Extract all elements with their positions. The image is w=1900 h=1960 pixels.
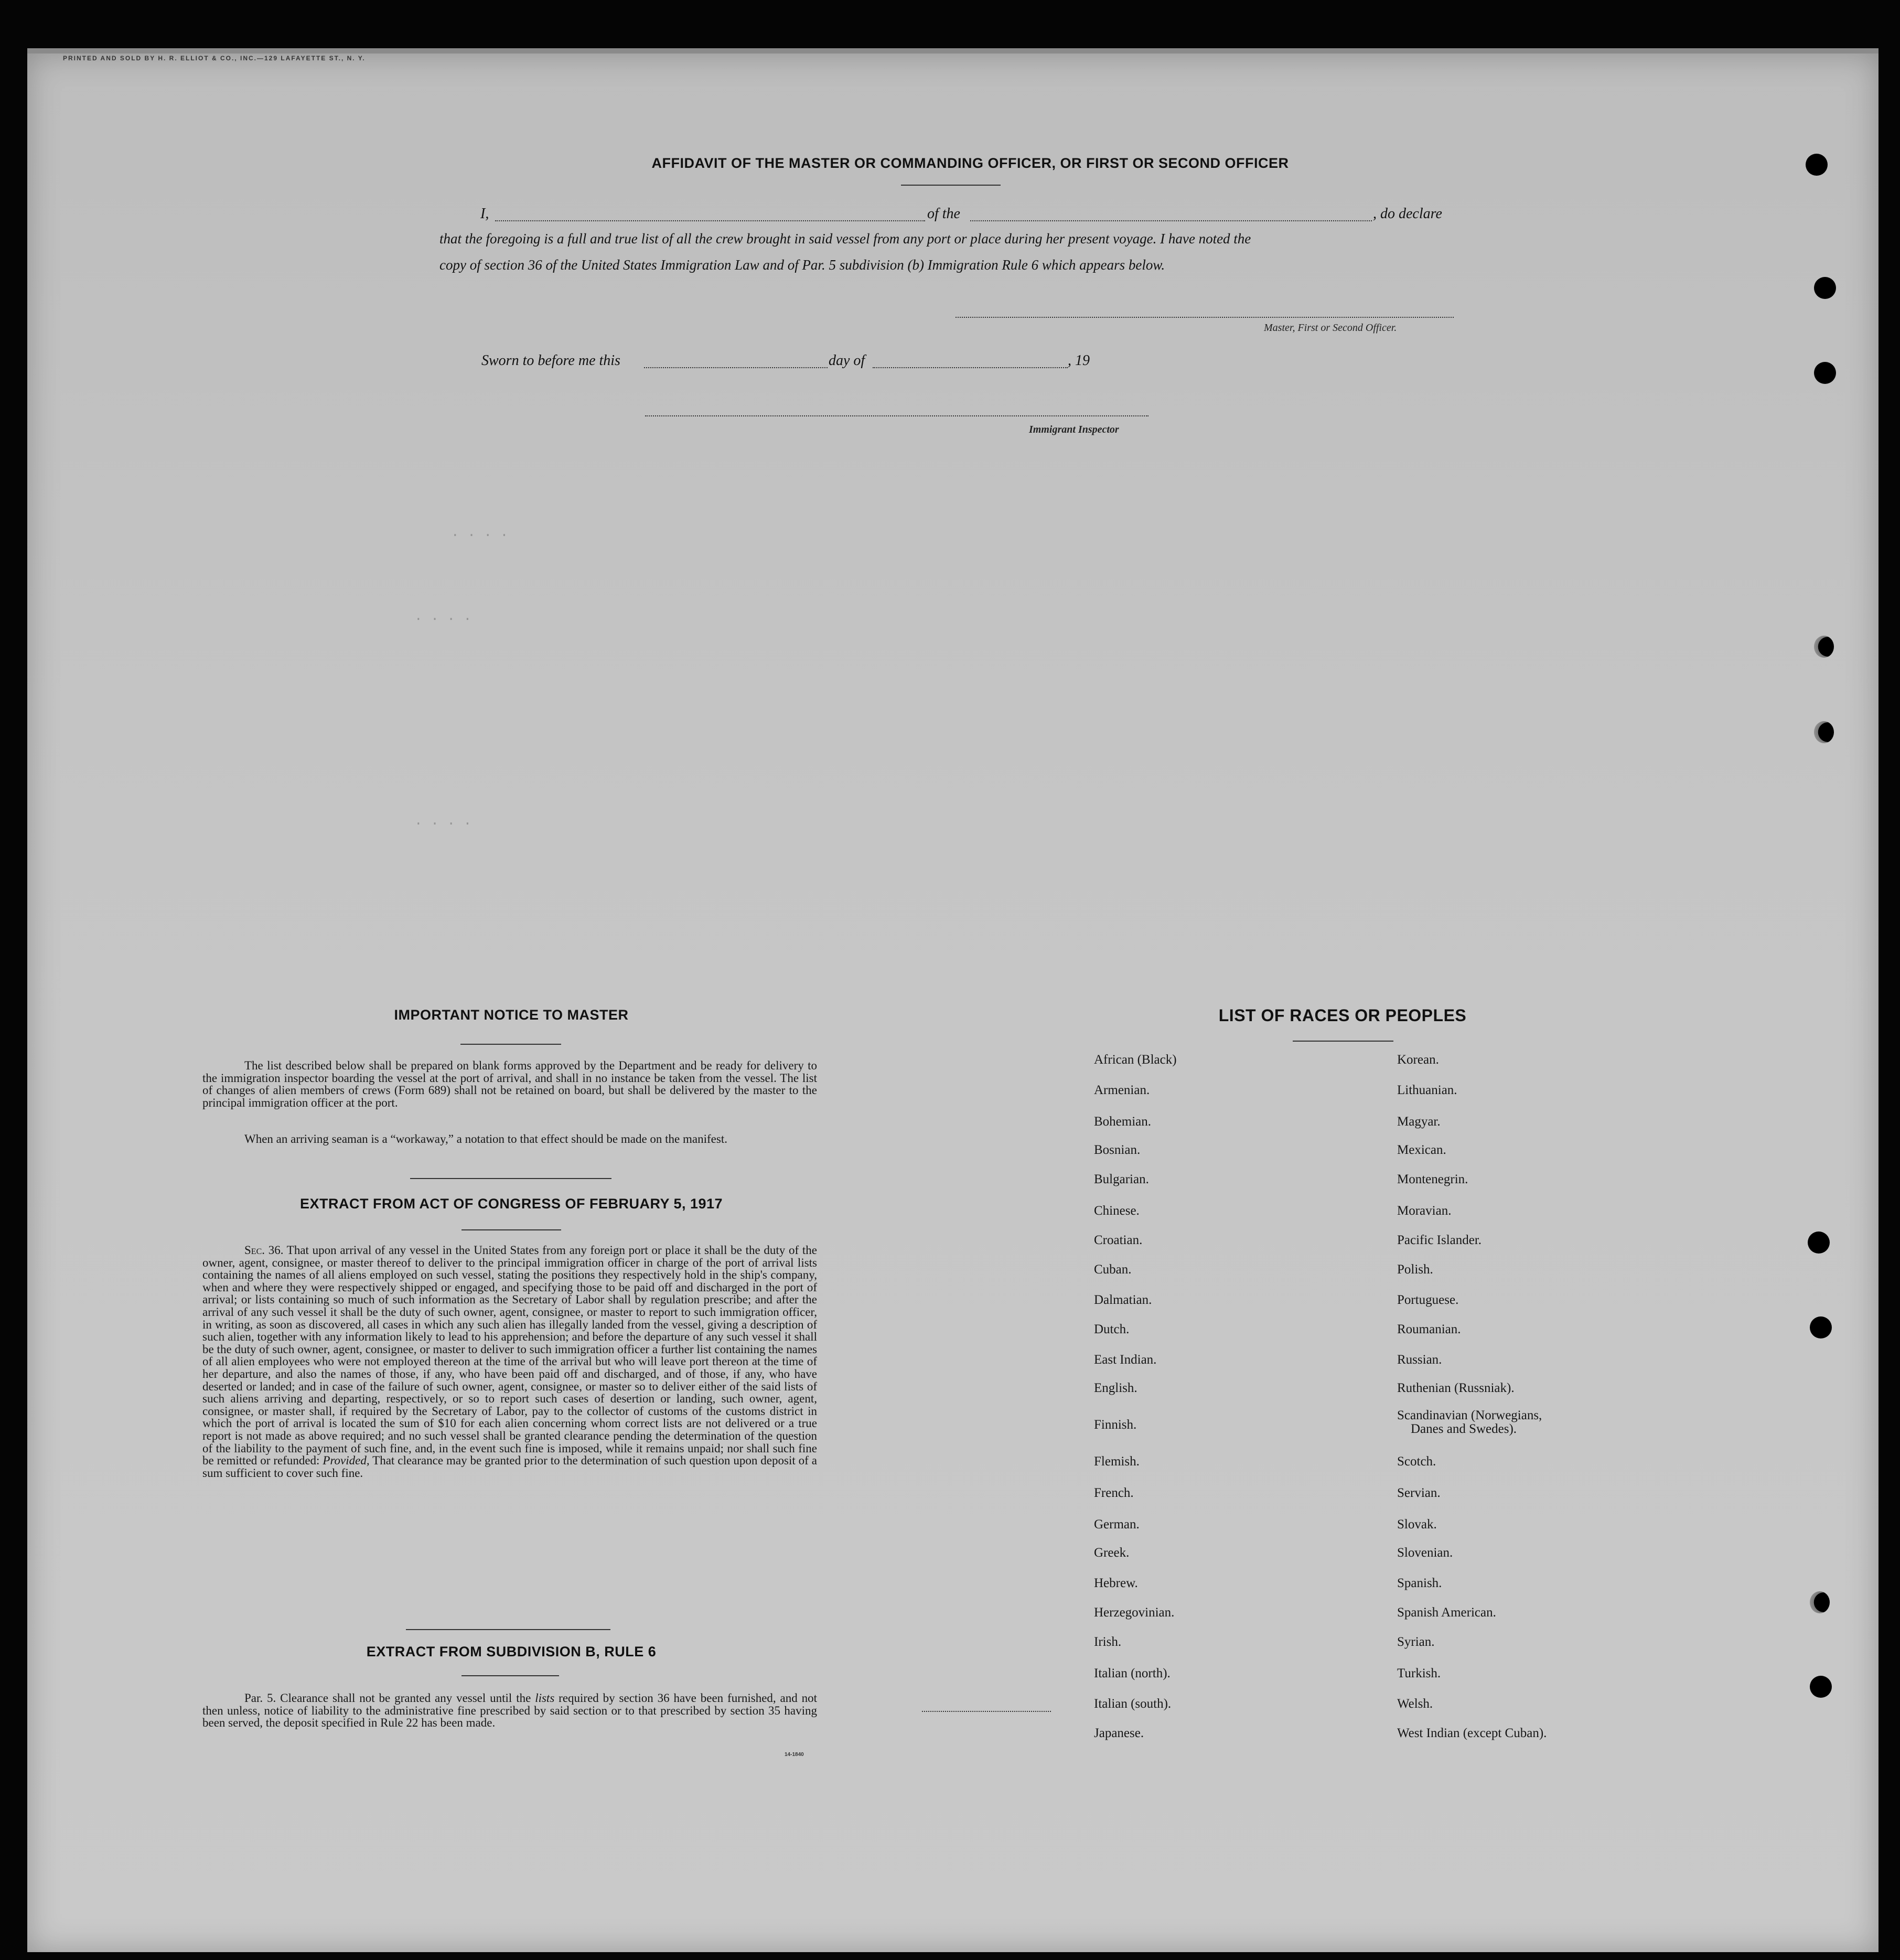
race-item: Turkish. [1397,1666,1441,1680]
race-item: Herzegovinian. [1094,1605,1175,1620]
race-item: Dalmatian. [1094,1293,1152,1307]
race-item: Ruthenian (Russniak). [1397,1381,1515,1395]
race-item: Polish. [1397,1262,1433,1277]
binder-hole-icon [1814,721,1834,743]
section-divider [406,1629,610,1630]
race-item: Scotch. [1397,1454,1436,1469]
race-item: German. [1094,1517,1140,1531]
race-item: East Indian. [1094,1353,1157,1367]
master-signature-label: Master, First or Second Officer. [1264,322,1397,334]
affidavit-line-1-suffix: , do declare [1373,206,1442,222]
notice-heading: IMPORTANT NOTICE TO MASTER [394,1007,629,1023]
rule-text-a: Par. 5. Clearance shall not be granted any vessel until the [244,1691,531,1705]
affidavit-line-2: that the foregoing is a full and true list of all the crew brought in said vessel from any port or place during her present voyage. I have noted the [439,231,1251,247]
race-item: Magyar. [1397,1115,1441,1129]
binder-hole-icon [1806,154,1828,176]
bleed-through-marks: . . . . [451,524,509,540]
section-divider [410,1178,611,1179]
affidavit-heading-rule [901,185,1001,186]
affidavit-line-1-prefix: I, [480,206,489,222]
race-item: Cuban. [1094,1262,1132,1277]
race-item: Syrian. [1397,1635,1435,1649]
race-item: Welsh. [1397,1697,1433,1711]
race-item: Greek. [1094,1546,1130,1560]
race-item: Lithuanian. [1397,1083,1457,1097]
binder-hole-icon [1810,1316,1832,1338]
race-item: Bulgarian. [1094,1172,1149,1186]
sworn-month-field[interactable] [873,367,1068,368]
race-item: Servian. [1397,1486,1441,1500]
race-item: Croatian. [1094,1233,1143,1247]
section-36-label: Sec. 36. [244,1244,284,1257]
provided-word: Provided, [323,1454,370,1468]
notice-text-2: When an arriving seaman is a “workaway,” a notation to that effect should be made on the manifest. [244,1132,727,1145]
margin-dotted-mark [922,1711,1051,1712]
race-item: Bohemian. [1094,1115,1152,1129]
binder-hole-icon [1814,636,1834,658]
race-item: Montenegrin. [1397,1172,1468,1186]
lists-word: lists [535,1691,555,1705]
manifest-page [27,48,1878,1952]
extract-act-heading: EXTRACT FROM ACT OF CONGRESS OF FEBRUARY 5, 1917 [299,1196,723,1212]
extract-rule-heading-rule [461,1675,559,1676]
race-item: Italian (north). [1094,1666,1171,1680]
notice-paragraph-1 [202,1059,817,1109]
race-item: Mexican. [1397,1143,1446,1157]
notice-heading-rule [460,1044,561,1045]
race-item: Hebrew. [1094,1576,1138,1590]
bleed-through-marks: . . . . [414,813,472,829]
race-item: Spanish. [1397,1576,1442,1590]
race-item: Korean. [1397,1053,1439,1067]
race-item: Armenian. [1094,1083,1150,1097]
race-item: Finnish. [1094,1418,1137,1432]
race-item: Flemish. [1094,1454,1140,1469]
races-heading-rule [1293,1041,1393,1042]
affidavit-line-1-of-the: of the [927,206,960,222]
affidavit-name-field[interactable] [495,220,925,221]
extract-rule-paragraph [202,1692,817,1729]
notice-paragraph-2 [202,1133,817,1145]
race-item: Bosnian. [1094,1143,1141,1157]
section-36-text: That upon arrival of any vessel in the United States from any foreign port or place it shall be the duty of the owner, agent, consignee, or master thereof to deliver to the principal immigration officer in charge of the port of arrival lists containing the names of all aliens employed on such vessel, stating the positions they respectively hold in the ship's company, when and where they were respectively shipped or engaged, and specifying those to be paid off and discharged in the port of arrival; or lists containing so much of such information as the Secretary of Labor shall by regulation prescribe; and after the arrival of any such vessel it shall be the duty of such owner, agent, consignee, or master to report to such immigration officer, in writing, as soon as discovered, all cases in which any such alien has illegally landed from the vessel, giving a description of such alien, together with any information likely to lead to his apprehension; and before the departure of any such vessel it shall be the duty of such owner, agent, consignee, or master to deliver to such immigration officer a further list containing the names of all alien employees who were not employed thereon at the time of the arrival but who will leave port thereon at the time of her departure, and also the names of those, if any, who have been paid off and discharged, and of those, if any, who have deserted or landed; and in case of the failure of such owner, agent, consignee, or master so to deliver either of the said lists of such aliens arriving and departing, respectively, or so to report such cases of desertion or landing, such owner, agent, consignee, or master shall, if required by the Secretary of Labor, pay to the collector of customs of the customs district in which the port of arrival is located the sum of $10 for each alien concerning whom correct lists are not delivered or a true report is not made as above required; and no such vessel shall be granted clearance pending the determination of the question of the liability to the payment of such fine, and, in the event such fine is imposed, while it remains unpaid; nor shall such fine be remitted or refunded: [202,1244,817,1468]
extract-rule-heading: EXTRACT FROM SUBDIVISION B, RULE 6 [366,1644,657,1659]
affidavit-line-3: copy of section 36 of the United States Immigration Law and of Par. 5 subdivision (b) Immigration Rule 6 which appears below. [439,257,1165,273]
race-item: Dutch. [1094,1322,1130,1336]
race-item: Moravian. [1397,1204,1452,1218]
race-item: African (Black) [1094,1053,1177,1067]
binder-hole-icon [1814,362,1836,384]
race-item: English. [1094,1381,1137,1395]
race-item: Irish. [1094,1635,1122,1649]
binder-hole-icon [1814,277,1836,299]
race-item: Pacific Islander. [1397,1233,1482,1247]
race-item: Slovak. [1397,1517,1437,1531]
sworn-day-of: day of [829,352,865,369]
sworn-day-field[interactable] [644,367,828,368]
races-heading: LIST OF RACES OR PEOPLES [1218,1006,1467,1025]
race-item: Portuguese. [1397,1293,1459,1307]
sworn-prefix: Sworn to before me this [481,352,620,369]
race-item: Scandinavian (Norwegians, [1397,1408,1542,1422]
affidavit-vessel-field[interactable] [970,220,1372,221]
race-item: Danes and Swedes). [1411,1422,1517,1436]
printer-imprint: PRINTED AND SOLD BY H. R. ELLIOT & CO., INC.—129 LAFAYETTE ST., N. Y. [63,55,366,62]
notice-text-1: The list described below shall be prepared on blank forms approved by the Department and be ready for delivery to the immigration inspector boarding the vessel at the port of arrival, and shall in no instance be taken from the vessel. The list of changes of alien members of crews (Form 689) shall not be retained on board, but shall be delivered by the master to the principal immigration officer at the port. [202,1059,817,1109]
binder-hole-icon [1810,1591,1830,1613]
binder-hole-icon [1810,1676,1832,1698]
form-number: 14-1840 [785,1752,804,1758]
race-item: Slovenian. [1397,1546,1453,1560]
inspector-label: Immigrant Inspector [1029,424,1119,435]
race-item: Spanish American. [1397,1605,1496,1620]
race-item: Chinese. [1094,1204,1140,1218]
race-item: West Indian (except Cuban). [1397,1726,1547,1740]
bleed-through-marks: . . . . [414,608,472,624]
race-item: Roumanian. [1397,1322,1461,1336]
race-item: French. [1094,1486,1134,1500]
sworn-year: , 19 [1068,352,1090,369]
binder-hole-icon [1808,1231,1830,1254]
rule-text-b: required by section 36 have been furnished, and not then unless, notice of liability to the administrative fine prescribed by said section or to that prescribed by section 35 having been served, the deposit specified in Rule 22 has been made. [202,1691,818,1730]
race-item: Italian (south). [1094,1697,1172,1711]
affidavit-heading: AFFIDAVIT OF THE MASTER OR COMMANDING OFFICER, OR FIRST OR SECOND OFFICER [651,155,1289,171]
extract-act-paragraph [202,1244,817,1479]
race-item: Russian. [1397,1353,1442,1367]
race-item: Japanese. [1094,1726,1144,1740]
inspector-signature-field[interactable] [645,415,1148,416]
extract-act-heading-rule [461,1229,561,1230]
section-36-text-end: That clearance may be granted prior to the determination of such question upon deposit of a sum sufficient to cover such fine. [202,1454,817,1480]
master-signature-field[interactable] [956,317,1454,318]
